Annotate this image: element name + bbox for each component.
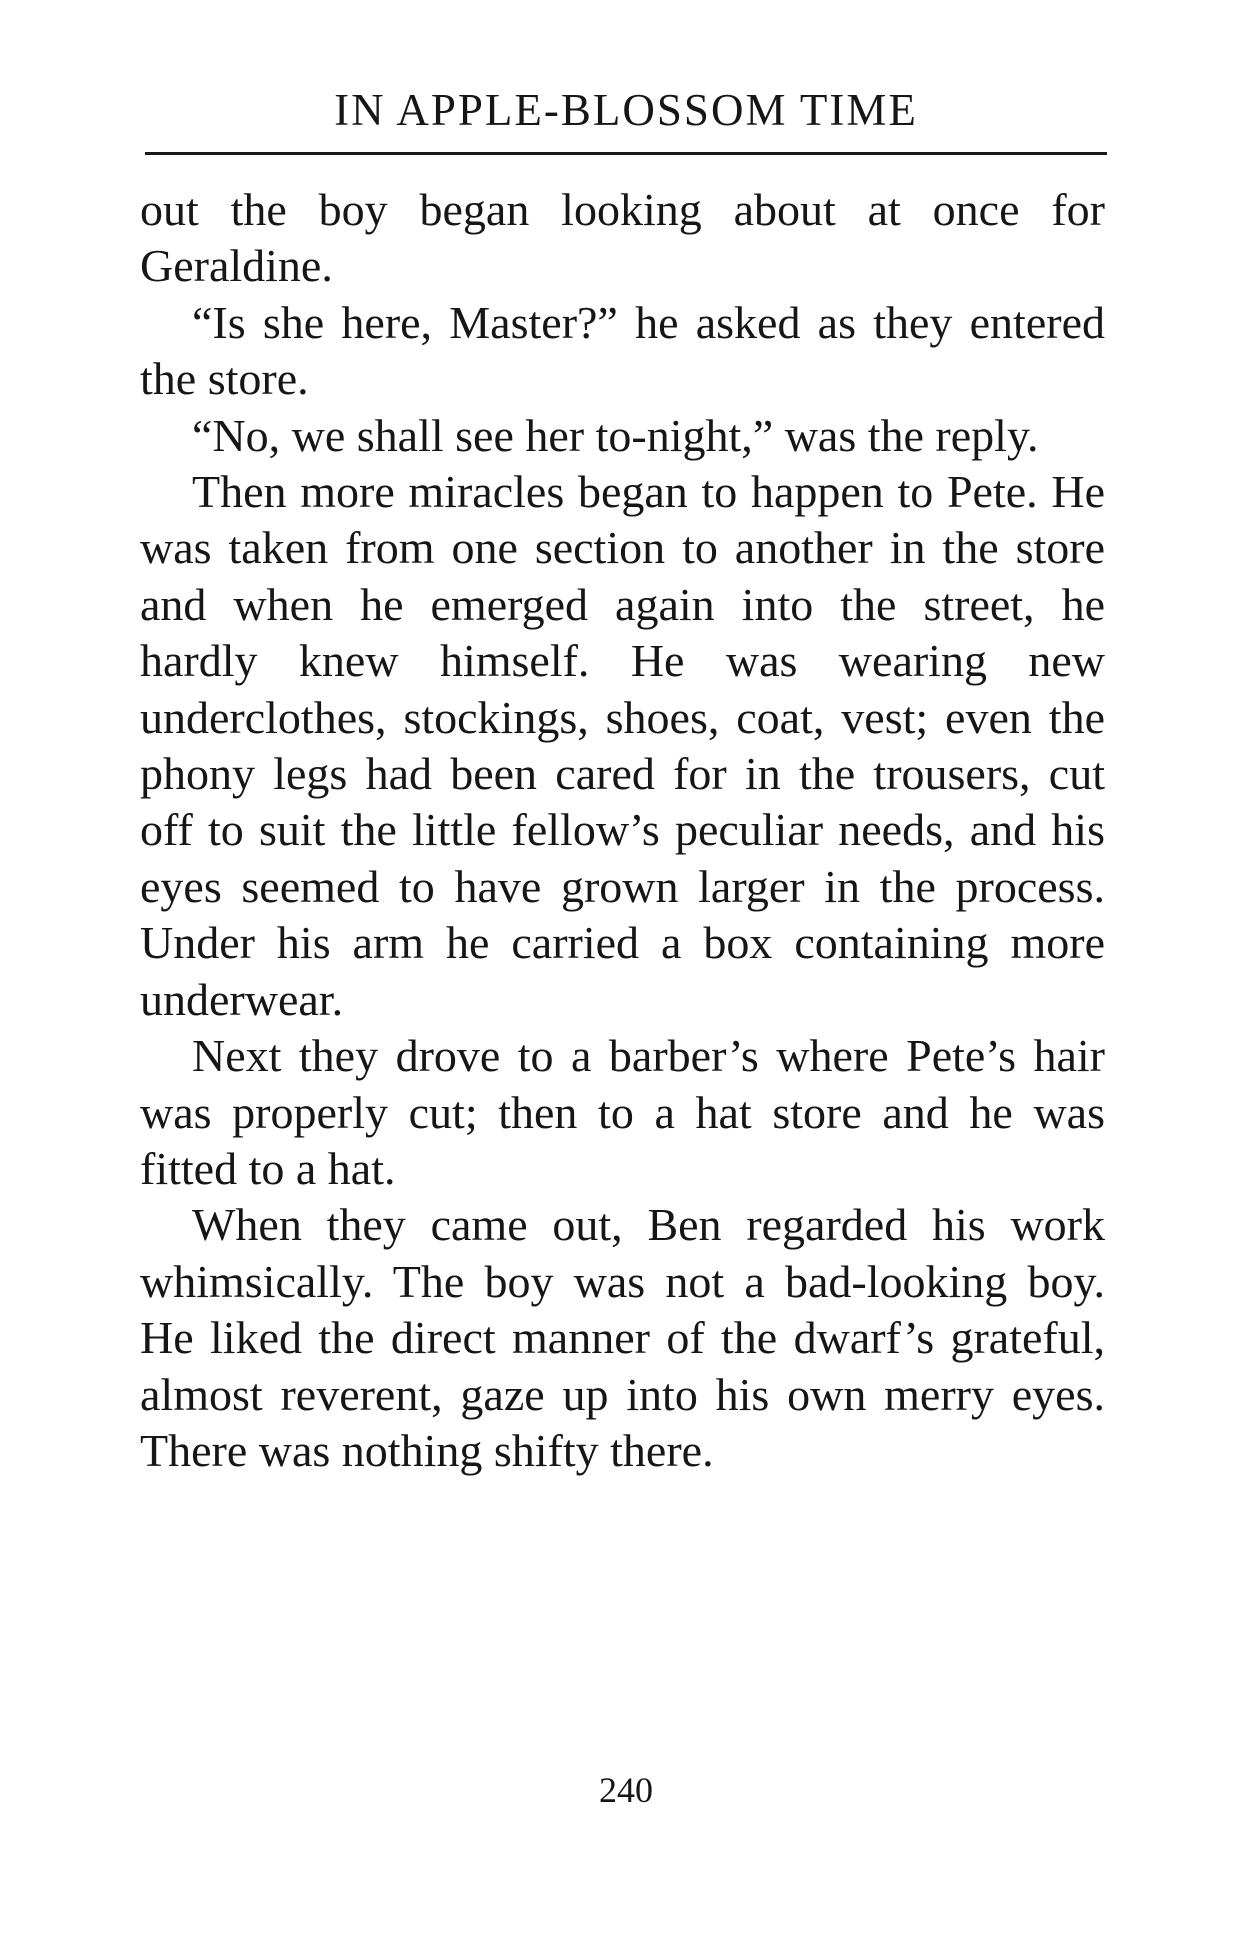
paragraph-miracles: Then more miracles began to happen to Pete. He was taken from one section to another in the store and when he emerged again into the street, he hardly knew himself. He was wearing new underclothes, stockings, shoes, coat, vest; even the phony legs had been cared for in the trousers, cut off to suit the little fellow’s peculiar needs, and his eyes seemed to have grown larger in the process. Under his arm he carried a box containing more underwear.	[140, 466, 1105, 1025]
paragraph-dialogue-reply: “No, we shall see her to-night,” was the reply.	[192, 409, 1039, 461]
paragraph-came-out: When they came out, Ben regarded his work whimsically. The boy was not a bad-looking boy. He liked the direct manner of the dwarf’s grateful, almost reverent, gaze up into his own merry eyes. There was nothing shifty there.	[140, 1199, 1105, 1476]
paragraph-barber: Next they drove to a barber’s where Pete’s hair was properly cut; then to a hat store and he was fitted to a hat.	[140, 1030, 1105, 1194]
body-text	[140, 182, 1105, 1479]
header-rule	[145, 152, 1107, 155]
paragraph-continuation: out the boy began looking about at once for Geraldine.	[140, 184, 1105, 292]
paragraph-dialogue-question: “Is she here, Master?” he asked as they entered the store.	[140, 296, 1105, 405]
running-head-title: IN APPLE-BLOSSOM TIME	[334, 85, 918, 135]
page-number: 240	[599, 1770, 653, 1810]
